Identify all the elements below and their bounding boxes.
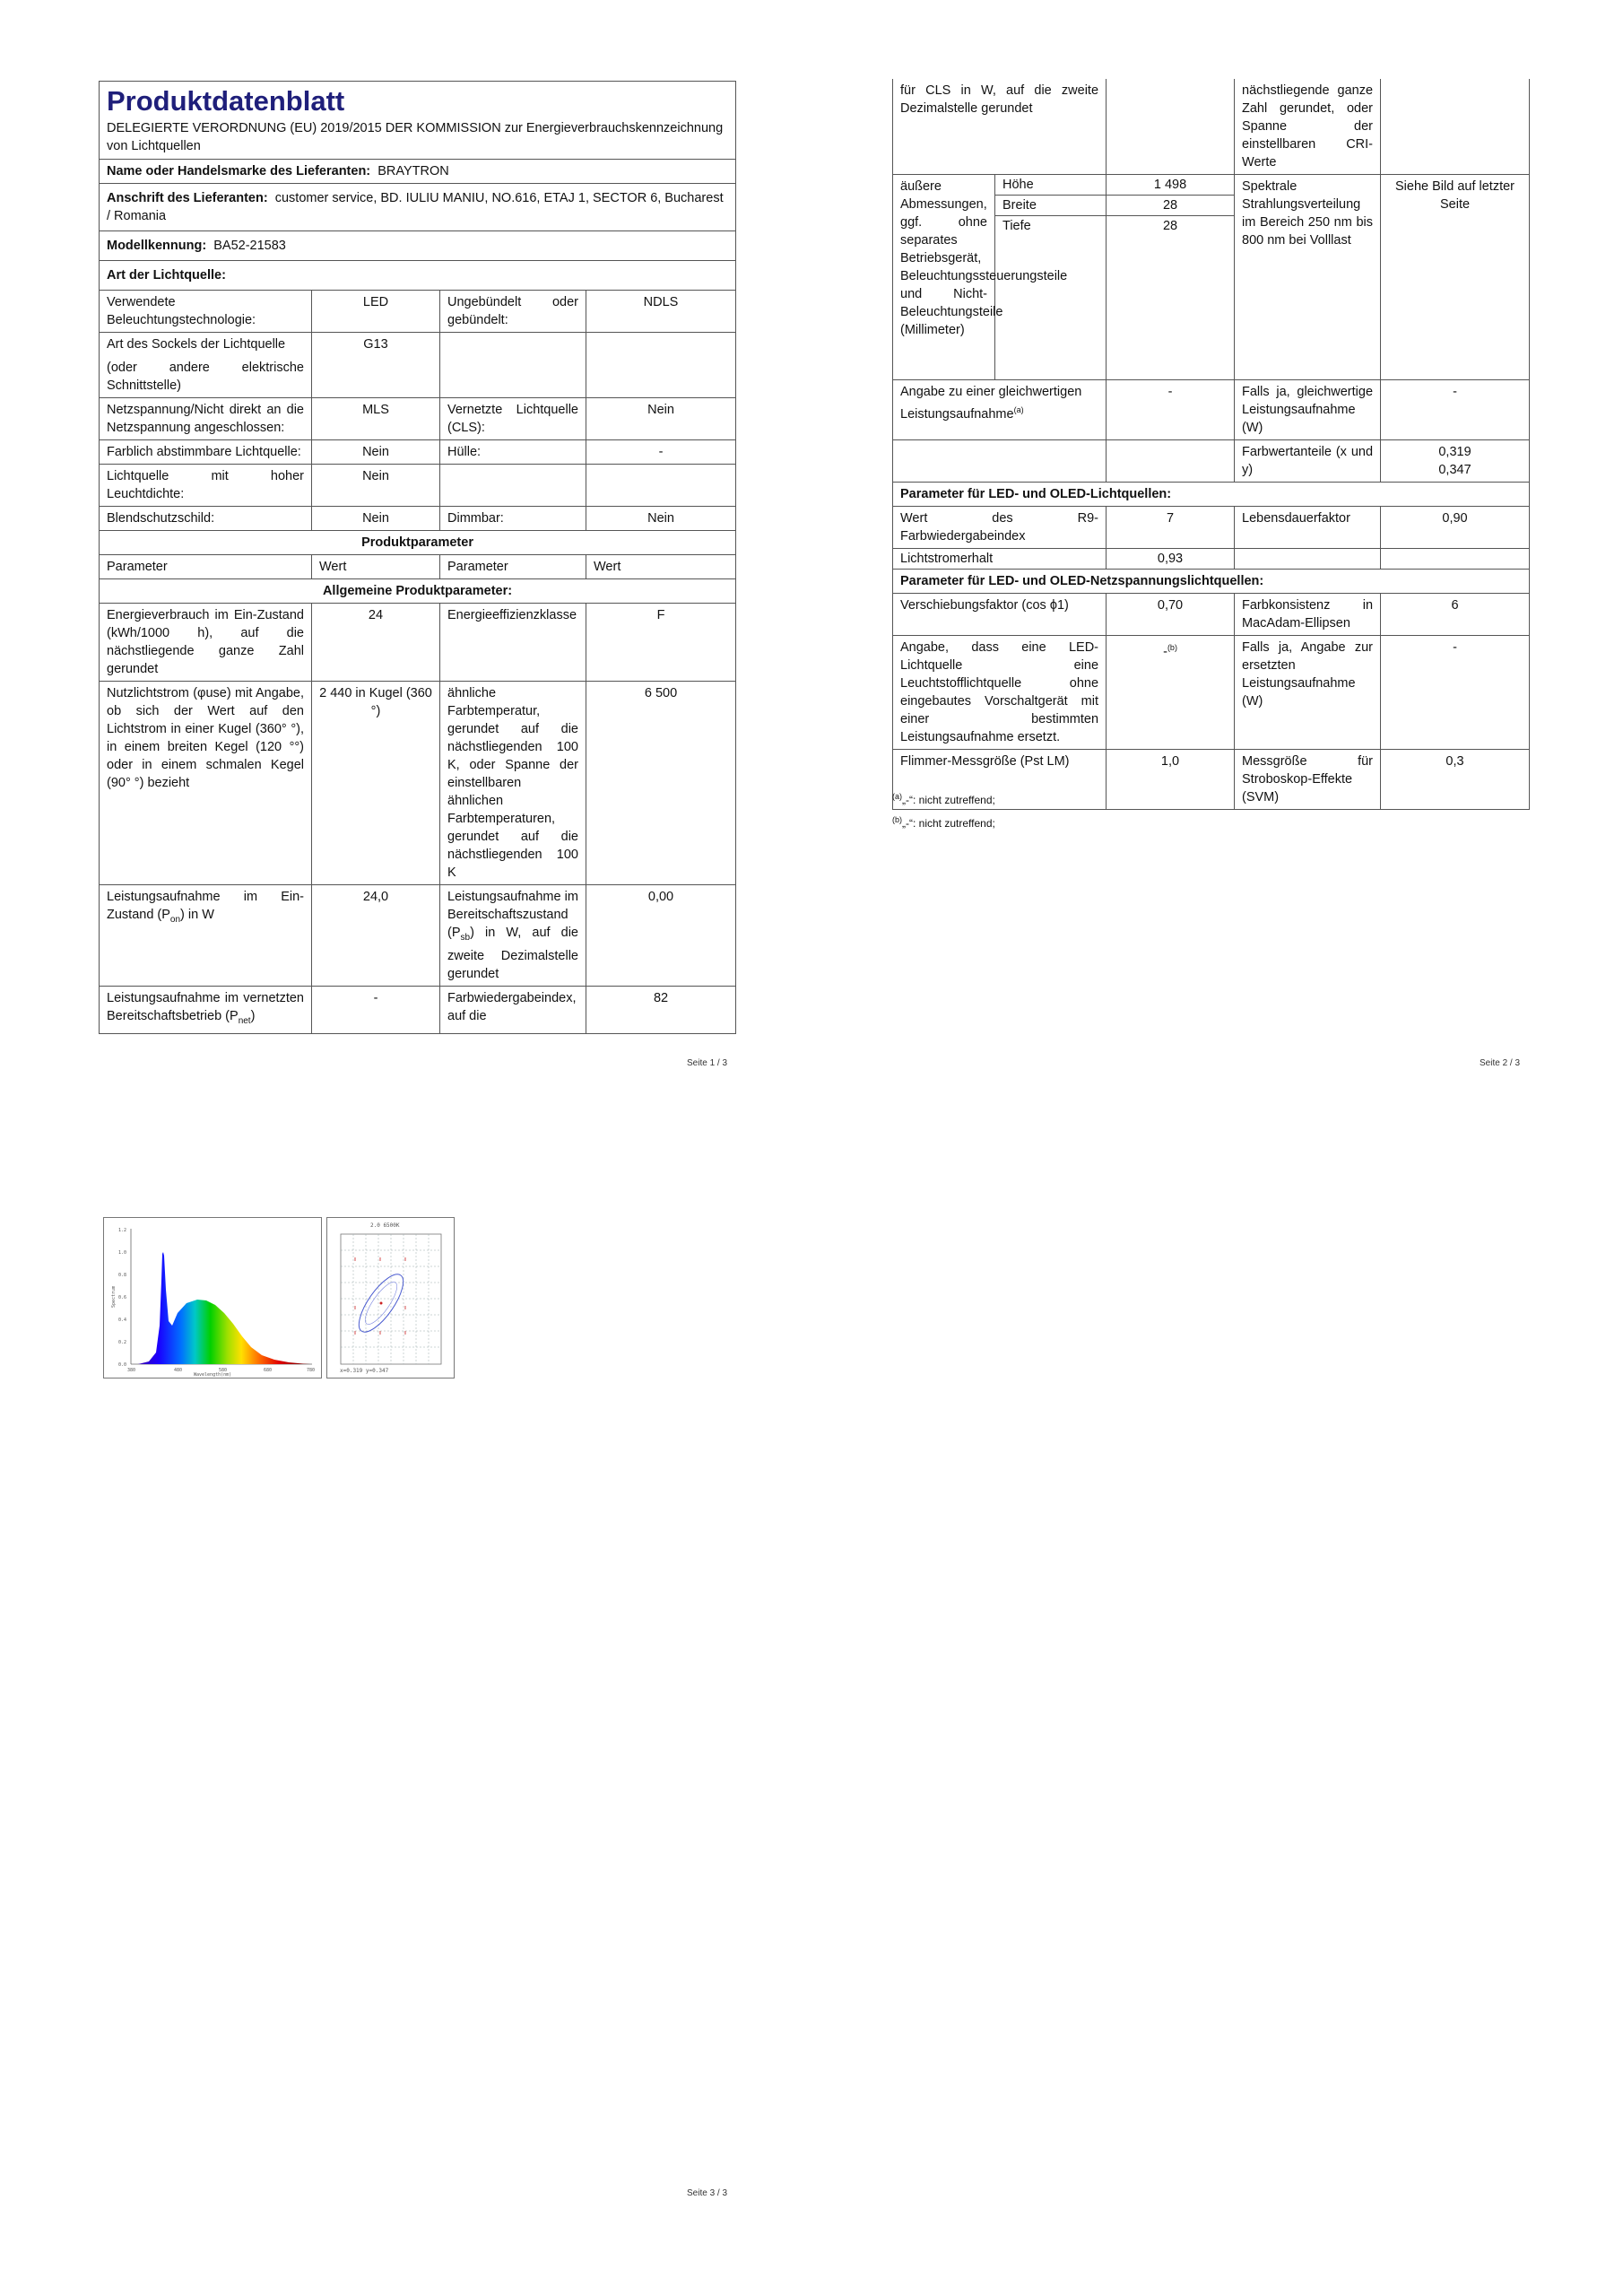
standby-power-label: Leistungsaufnahme im Bereitschaftszustand $(P_{sb})$ in W, auf die zweite Dezimalstelle gerundet <box>440 885 586 987</box>
on-mode-power-value: 24,0 <box>312 885 440 987</box>
param-value: Nein <box>586 507 736 531</box>
networked-standby-power-value: - <box>312 986 440 1033</box>
r9-value: 7 <box>1107 507 1235 549</box>
dimension-name: Höhe <box>995 175 1107 196</box>
equivalent-power-label: Angabe zu einer gleichwertigen Leistungsaufnahme$^{(a)}$ <box>893 380 1107 440</box>
replaced-power-label: Falls ja, Angabe zur ersetzten Leistungsaufnahme (W) <box>1235 636 1381 750</box>
y-tick-label: 0.4 <box>118 1318 127 1323</box>
param-label: Lichtquelle mit hoher Leuchtdichte: <box>100 465 312 507</box>
param-value: Nein <box>312 465 440 507</box>
flicker-metric-label: Flimmer-Messgröße (Pst LM) <box>893 750 1107 810</box>
spectrum-curve <box>138 1252 310 1364</box>
power-factor-value: 0,70 <box>1107 594 1235 636</box>
dimension-value: 28 <box>1107 216 1235 380</box>
page-title: Produktdatenblatt <box>107 85 345 117</box>
regulation-text: DELEGIERTE VERORDNUNG (EU) 2019/2015 DER KOMMISSION zur Energieverbrauchskennzeichnung von Lichtquellen <box>107 121 724 153</box>
cls-standby-label-cont: für CLS in W, auf die zweite Dezimalstelle gerundet <box>893 79 1107 175</box>
product-params-heading: Produktparameter <box>100 531 736 555</box>
dimension-value: 1 498 <box>1107 175 1235 196</box>
param-label: Art des Sockels der Lichtquelle (oder andere elektrische Schnittstelle) <box>100 333 312 398</box>
param-label <box>440 465 586 507</box>
equivalent-power-if-yes-value: - <box>1381 380 1530 440</box>
param-label: Netzspannung/Nicht direkt an die Netzspannung angeschlossen: <box>100 398 312 440</box>
param-value: Nein <box>312 507 440 531</box>
param-value <box>586 465 736 507</box>
chromaticity-x: 0,319 <box>1438 445 1471 459</box>
chromaticity-point <box>380 1302 383 1305</box>
param-label: Vernetzte Lichtquelle (CLS): <box>440 398 586 440</box>
energy-class-value: F <box>586 604 736 682</box>
param-value <box>586 333 736 398</box>
page-number: Seite 3 / 3 <box>687 2188 728 2198</box>
chromaticity-label: Farbwertanteile (x und y) <box>1235 440 1381 483</box>
param-label: Ungebündelt oder gebündelt: <box>440 291 586 333</box>
y-axis-label: Spectrum <box>111 1285 117 1308</box>
power-factor-label: Verschiebungsfaktor (cos ϕ1) <box>893 594 1107 636</box>
param-label: Blendschutzschild: <box>100 507 312 531</box>
fluorescent-replacement-value: -$^{(b)}$ <box>1107 636 1235 750</box>
equivalent-power-if-yes-label: Falls ja, gleichwertige Leistungsaufnahme (W) <box>1235 380 1381 440</box>
stroboscopic-metric-label: Messgröße für Stroboskop-Effekte (SVM) <box>1235 750 1381 810</box>
dimension-value: 28 <box>1107 196 1235 216</box>
y-tick-label: 1.0 <box>118 1250 127 1256</box>
standby-power-value: 0,00 <box>586 885 736 987</box>
page-2-sheet <box>892 79 1529 810</box>
empty-cell <box>1235 549 1381 570</box>
product-datasheet-table-continued <box>892 79 1530 810</box>
empty-cell <box>1107 440 1235 483</box>
networked-standby-power-label: Leistungsaufnahme im vernetzten Bereitschaftsbetrieb $(P_{net})$ <box>100 986 312 1033</box>
x-tick-label: 780 <box>307 1368 316 1373</box>
equivalent-power-value: - <box>1107 380 1235 440</box>
color-temperature-value: 6 500 <box>586 682 736 885</box>
survival-factor-value: 0,90 <box>1381 507 1530 549</box>
x-tick-label: 580 <box>219 1368 228 1373</box>
footnote-a: $^{(a)}$„-“: nicht zutreffend; <box>892 792 995 806</box>
dimension-name: Tiefe <box>995 216 1107 380</box>
y-tick-label: 0.0 <box>118 1362 127 1368</box>
param-label: Verwendete Beleuchtungstechnologie: <box>100 291 312 333</box>
x-tick-label: 380 <box>127 1368 136 1373</box>
column-header-parameter: Parameter <box>100 555 312 579</box>
luminous-flux-value: 2 440 in Kugel (360 °) <box>312 682 440 885</box>
y-tick-label: 0.8 <box>118 1273 127 1278</box>
param-value: NDLS <box>586 291 736 333</box>
replaced-power-value: - <box>1381 636 1530 750</box>
param-value: LED <box>312 291 440 333</box>
led-params-heading: Parameter für LED- und OLED-Lichtquellen: <box>893 483 1530 507</box>
lumen-maintenance-label: Lichtstromerhalt <box>893 549 1107 570</box>
x-axis-label: Wavelength(nm) <box>194 1372 232 1378</box>
spectral-distribution-label: Spektrale Strahlungsverteilung im Bereich 250 nm bis 800 nm bei Volllast <box>1235 175 1381 380</box>
survival-factor-label: Lebensdauerfaktor <box>1235 507 1381 549</box>
empty-cell <box>1107 79 1235 175</box>
empty-cell <box>1381 79 1530 175</box>
mains-led-params-heading: Parameter für LED- und OLED-Netzspannungslichtquellen: <box>893 570 1530 594</box>
spectral-distribution-value: Siehe Bild auf letzter Seite <box>1381 175 1530 380</box>
x-tick-label: 480 <box>174 1368 183 1373</box>
supplier-address: customer service, BD. IULIU MANIU, NO.616, ETAJ 1, SECTOR 6, Bucharest / Romania <box>107 191 724 223</box>
column-header-parameter: Parameter <box>440 555 586 579</box>
chromaticity-y: 0,347 <box>1438 463 1471 477</box>
param-value: Nein <box>586 398 736 440</box>
y-tick-label: 0.2 <box>118 1340 127 1345</box>
flicker-metric-value: 1,0 <box>1107 750 1235 810</box>
chromaticity-figure <box>326 1217 455 1378</box>
cie-coordinates-caption: x=0.319 y=0.347 <box>340 1368 389 1374</box>
cri-label: Farbwiedergabeindex, auf die <box>440 986 586 1033</box>
stroboscopic-metric-value: 0,3 <box>1381 750 1530 810</box>
light-source-type-heading: Art der Lichtquelle: <box>100 261 736 291</box>
param-value: MLS <box>312 398 440 440</box>
general-params-heading: Allgemeine Produktparameter: <box>100 579 736 604</box>
model-id: BA52-21583 <box>213 239 286 253</box>
on-mode-power-label: Leistungsaufnahme im Ein-Zustand $(P_{on})$ in W <box>100 885 312 987</box>
chromaticity-values <box>1381 440 1530 483</box>
param-value: - <box>586 440 736 465</box>
energy-consumption-label: Energieverbrauch im Ein-Zustand (kWh/1000 h), auf die nächstliegende ganze Zahl gerundet <box>100 604 312 682</box>
fluorescent-replacement-label: Angabe, dass eine LED-Lichtquelle eine Leuchtstofflichtquelle ohne eingebautes Vorschaltgerät mit einer bestimmten Leistungsaufnahme ersetzt. <box>893 636 1107 750</box>
empty-cell <box>893 440 1107 483</box>
dimension-name: Breite <box>995 196 1107 216</box>
supplier-address-row: Anschrift des Lieferanten: customer service, BD. IULIU MANIU, NO.616, ETAJ 1, SECTOR 6, Bucharest / Romania <box>100 184 736 231</box>
energy-class-label: Energieeffizienzklasse <box>440 604 586 682</box>
luminous-flux-label: Nutzlichtstrom (φuse) mit Angabe, ob sich der Wert auf den Lichtstrom in einer Kugel (360° °), in einem breiten Kegel (120 °°) oder in einem schmalen Kegel (90° °) bezieht <box>100 682 312 885</box>
param-label: Farblich abstimmbare Lichtquelle: <box>100 440 312 465</box>
column-header-wert: Wert <box>586 555 736 579</box>
product-datasheet-table <box>99 81 736 1034</box>
spectrum-figure <box>103 1217 322 1378</box>
color-temperature-label: ähnliche Farbtemperatur, gerundet auf die nächstliegenden 100 K, oder Spanne der einstellbaren ähnlichen Farbtemperaturen, gerundet auf die nächstliegenden 100 K <box>440 682 586 885</box>
param-label <box>440 333 586 398</box>
page-number: Seite 1 / 3 <box>687 1058 728 1068</box>
color-consistency-value: 6 <box>1381 594 1530 636</box>
lumen-maintenance-value: 0,93 <box>1107 549 1235 570</box>
y-tick-label: 1.2 <box>118 1228 127 1233</box>
page-number: Seite 2 / 3 <box>1480 1058 1521 1068</box>
param-label: Hülle: <box>440 440 586 465</box>
x-tick-label: 680 <box>264 1368 273 1373</box>
y-tick-label: 0.6 <box>118 1295 127 1300</box>
supplier-name: BRAYTRON <box>378 164 449 178</box>
spectrum-chart <box>104 1218 321 1378</box>
model-row: Modellkennung: BA52-21583 <box>100 231 736 261</box>
chromaticity-diagram <box>327 1218 454 1378</box>
footnote-b: $^{(b)}$„-“: nicht zutreffend; <box>892 815 995 830</box>
color-consistency-label: Farbkonsistenz in MacAdam-Ellipsen <box>1235 594 1381 636</box>
page-1-sheet <box>99 81 735 1034</box>
param-value: Nein <box>312 440 440 465</box>
column-header-wert: Wert <box>312 555 440 579</box>
cri-label-cont: nächstliegende ganze Zahl gerundet, oder Spanne der einstellbaren CRI-Werte <box>1235 79 1381 175</box>
param-value: G13 <box>312 333 440 398</box>
r9-label: Wert des R9-Farbwiedergabeindex <box>893 507 1107 549</box>
cie-grid <box>341 1234 441 1364</box>
supplier-name-row: Name oder Handelsmarke des Lieferanten: BRAYTRON <box>100 160 736 184</box>
dimensions-label: äußere Abmessungen, ggf. ohne separates Betriebsgerät, Beleuchtungssteuerungsteile und Nicht-Beleuchtungsteile (Millimeter) <box>893 175 995 380</box>
cie-diagram-title: 2.0 6500K <box>370 1222 400 1229</box>
cri-value: 82 <box>586 986 736 1033</box>
energy-consumption-value: 24 <box>312 604 440 682</box>
empty-cell <box>1381 549 1530 570</box>
param-label: Dimmbar: <box>440 507 586 531</box>
